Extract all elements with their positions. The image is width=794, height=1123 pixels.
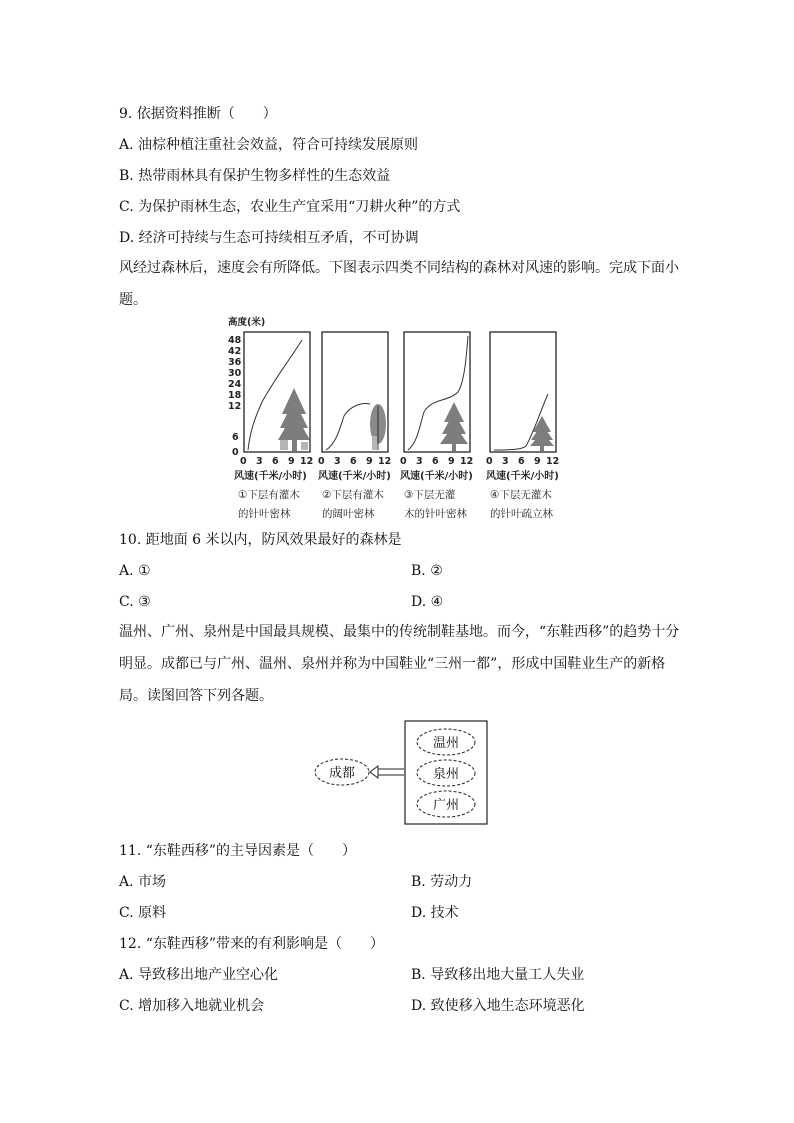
panel-2-wind-curve xyxy=(326,404,370,451)
y-axis-label: 高度(米) xyxy=(228,317,266,328)
panel-4-x-tick-12: 12 xyxy=(546,456,560,467)
question-10-stem: 10. 距地面 6 米以内，防风效果最好的森林是 xyxy=(119,532,402,548)
question-9-option-d: D. 经济可持续与生态可持续相互矛盾，不可协调 xyxy=(119,230,419,246)
panel-2-x-tick-3: 3 xyxy=(334,456,341,467)
panel-4-conifer-icon xyxy=(530,416,554,451)
panel-1-x-tick-12: 12 xyxy=(300,456,314,467)
panel-2-caption-line-2: 的阔叶密林 xyxy=(322,508,375,520)
question-12-option-a: A. 导致移出地产业空心化 xyxy=(119,967,279,983)
question-11-option-d: D. 技术 xyxy=(411,905,459,921)
question-10-option-a: A. ① xyxy=(119,563,151,579)
panel-3-caption-line-1: ③下层无灌 xyxy=(404,489,456,501)
panel-2-broadleaf-tree-icon xyxy=(370,404,386,450)
panel-4-x-tick-6: 6 xyxy=(518,456,525,467)
question-9-option-b: B. 热带雨林具有保护生物多样性的生态效益 xyxy=(119,168,391,184)
y-tick-18: 18 xyxy=(228,390,242,401)
panel-1-caption-line-2: 的针叶密林 xyxy=(238,508,291,520)
panel-4 xyxy=(490,332,556,452)
question-11-option-c: C. 原料 xyxy=(119,905,167,921)
question-9-stem: 9. 依据资料推断（ ） xyxy=(119,106,277,122)
y-tick-6: 6 xyxy=(232,432,239,443)
city-bubble-guangzhou xyxy=(417,791,475,817)
panel-2-x-axis-label: 风速(千米/小时) xyxy=(318,471,391,482)
panel-1-x-tick-3: 3 xyxy=(256,456,263,467)
question-11-stem: 11. “东鞋西移”的主导因素是（ ） xyxy=(119,843,357,859)
question-11-option-b: B. 劳动力 xyxy=(411,874,473,890)
question-11-option-a: A. 市场 xyxy=(119,874,167,890)
wind-intro-paragraph: 风经过森林后，速度会有所降低。下图表示四类不同结构的森林对风速的影响。完成下面小题。 xyxy=(119,260,679,308)
y-tick-24: 24 xyxy=(228,379,242,390)
city-bubble-wenzhou xyxy=(417,729,475,755)
panel-4-x-tick-9: 9 xyxy=(534,456,541,467)
migration-arrow-icon xyxy=(370,766,404,778)
y-tick-0: 0 xyxy=(232,447,239,458)
panel-3-caption-line-2: 木的针叶密林 xyxy=(404,508,467,520)
panel-3-x-tick-6: 6 xyxy=(432,456,439,467)
question-10-option-c: C. ③ xyxy=(119,594,151,610)
origin-city-bubble xyxy=(315,759,369,785)
panel-2-caption-line-1: ②下层有灌木 xyxy=(322,489,384,501)
panel-4-caption-line-1: ④下层无灌木 xyxy=(490,489,552,501)
panel-3-x-tick-3: 3 xyxy=(416,456,423,467)
y-tick-36: 36 xyxy=(228,357,242,368)
panel-1-x-tick-9: 9 xyxy=(288,456,295,467)
origin-city-label: 成都 xyxy=(328,766,356,781)
y-tick-48: 48 xyxy=(228,335,242,346)
panel-3-x-tick-0: 0 xyxy=(400,456,407,467)
city-label-guangzhou: 广州 xyxy=(432,798,460,813)
panel-1-x-tick-0: 0 xyxy=(240,456,247,467)
y-tick-42: 42 xyxy=(228,346,242,357)
shoe-relocation-diagram xyxy=(310,718,490,828)
panel-2-x-tick-6: 6 xyxy=(350,456,357,467)
panel-2 xyxy=(322,332,388,452)
panel-3-x-axis-label: 风速(千米/小时) xyxy=(400,471,473,482)
y-tick-30: 30 xyxy=(228,368,242,379)
panel-2-x-tick-12: 12 xyxy=(378,456,392,467)
panel-4-caption-line-2: 的针叶疏立林 xyxy=(490,508,553,520)
panel-4-x-axis-label: 风速(千米/小时) xyxy=(486,471,559,482)
panel-1-caption-line-1: ①下层有灌木 xyxy=(238,489,300,501)
question-10-option-d: D. ④ xyxy=(411,594,444,610)
city-label-wenzhou: 温州 xyxy=(432,736,460,751)
question-10-option-b: B. ② xyxy=(411,563,443,579)
question-12-option-b: B. 导致移出地大量工人失业 xyxy=(411,967,585,983)
question-12-option-c: C. 增加移入地就业机会 xyxy=(119,998,265,1014)
panel-3 xyxy=(404,332,470,452)
city-label-quanzhou: 泉州 xyxy=(432,767,460,782)
question-12-option-d: D. 致使移入地生态环境恶化 xyxy=(411,998,585,1014)
y-tick-12: 12 xyxy=(228,401,242,412)
city-bubble-quanzhou xyxy=(417,760,475,786)
panel-3-conifer-icon xyxy=(440,402,468,451)
panel-2-x-tick-0: 0 xyxy=(318,456,325,467)
wind-forest-figure xyxy=(226,312,576,524)
panel-1 xyxy=(244,332,310,452)
question-12-stem: 12. “东鞋西移”带来的有利影响是（ ） xyxy=(119,936,385,952)
panel-1-x-axis-label: 风速(千米/小时) xyxy=(234,471,307,482)
panel-2-x-tick-9: 9 xyxy=(366,456,373,467)
panel-3-x-tick-12: 12 xyxy=(460,456,474,467)
panel-4-x-tick-3: 3 xyxy=(502,456,509,467)
shoe-intro-paragraph: 温州、广州、泉州是中国最具规模、最集中的传统制鞋基地。而今，“东鞋西移”的趋势十分明显。成都已与广州、温州、泉州并称为中国鞋业“三州一都”，形成中国鞋业生产的新格局。读图回答下列各题。 xyxy=(119,624,680,704)
panel-1-x-tick-6: 6 xyxy=(272,456,279,467)
question-9-option-a: A. 油棕种植注重社会效益，符合可持续发展原则 xyxy=(119,137,419,153)
question-9-option-c: C. 为保护雨林生态，农业生产宜采用“刀耕火种”的方式 xyxy=(119,199,461,215)
panel-4-x-tick-0: 0 xyxy=(486,456,493,467)
panel-3-x-tick-9: 9 xyxy=(448,456,455,467)
